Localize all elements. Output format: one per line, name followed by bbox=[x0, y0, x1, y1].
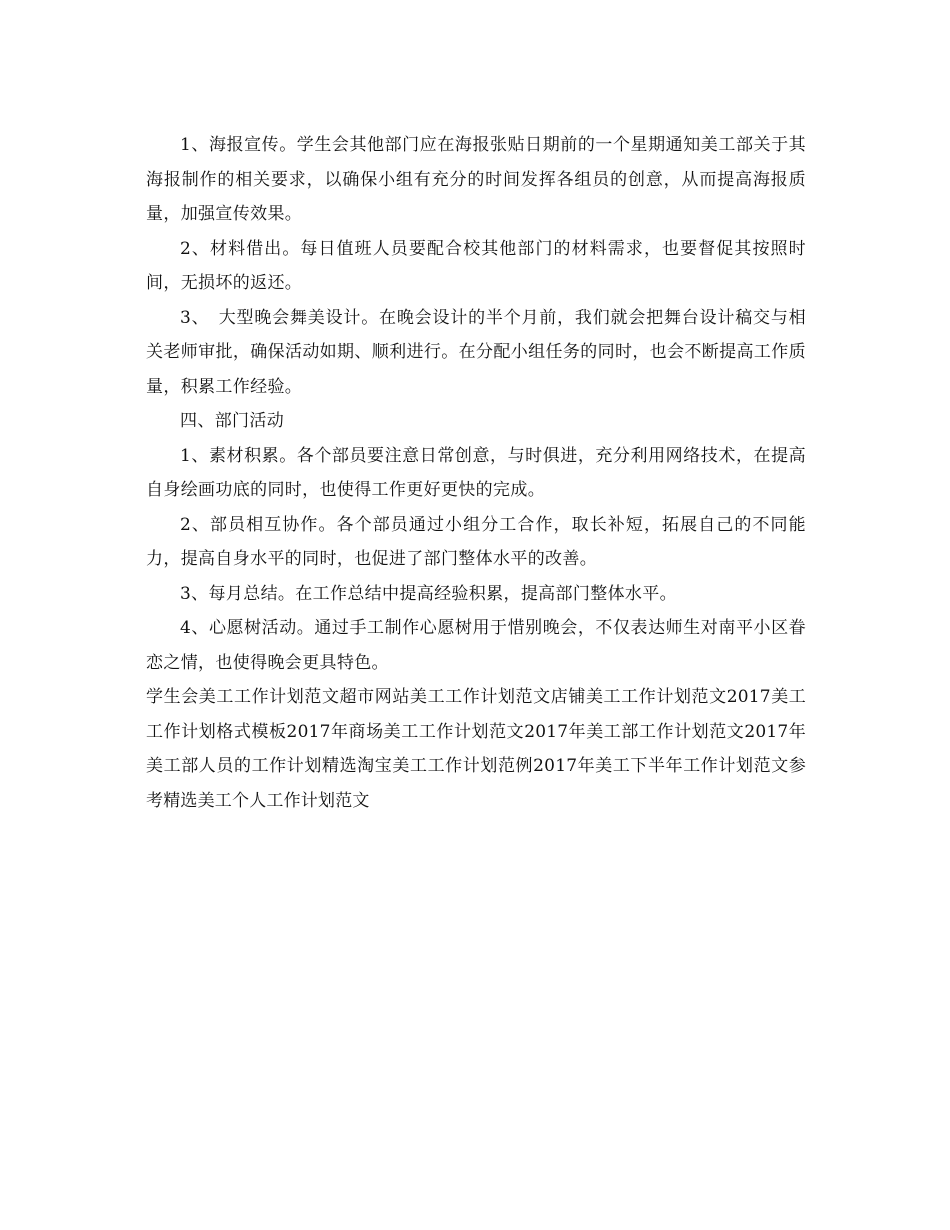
paragraph-wish-tree-activity: 4、心愿树活动。通过手工制作心愿树用于惜别晚会，不仅表达师生对南平小区眷恋之情，也使得晚会更具特色。 bbox=[146, 618, 806, 673]
paragraph-stage-design: 3、 大型晚会舞美设计。在晚会设计的半个月前，我们就会把舞台设计稿交与相关老师审批，确保活动如期、顺利进行。在分配小组任务的同时，也会不断提高工作质量，积累工作经验。 bbox=[146, 307, 806, 397]
document-body bbox=[146, 128, 806, 818]
paragraph-member-cooperation: 2、部员相互协作。各个部员通过小组分工合作，取长补短，拓展自己的不同能力，提高自身水平的同时，也促进了部门整体水平的改善。 bbox=[146, 514, 806, 569]
paragraph-material-accumulation: 1、素材积累。各个部员要注意日常创意，与时俱进，充分利用网络技术，在提高自身绘画功底的同时，也使得工作更好更快的完成。 bbox=[146, 445, 806, 500]
paragraph-material-lending: 2、材料借出。每日值班人员要配合校其他部门的材料需求，也要督促其按照时间，无损坏的返还。 bbox=[146, 238, 806, 293]
paragraph-monthly-summary: 3、每月总结。在工作总结中提高经验积累，提高部门整体水平。 bbox=[180, 583, 677, 604]
paragraph-poster-promotion: 1、海报宣传。学生会其他部门应在海报张贴日期前的一个星期通知美工部关于其海报制作的相关要求，以确保小组有充分的时间发挥各组员的创意，从而提高海报质量，加强宣传效果。 bbox=[146, 135, 806, 224]
related-articles-text: 学生会美工工作计划范文超市网站美工工作计划范文店铺美工工作计划范文2017美工工作计划格式模板2017年商场美工工作计划范文2017年美工部工作计划范文2017年美工部人员的工作计划精选淘宝美工工作计划范例2017年美工下半年工作计划范文参考精选美工个人工作计划范文 bbox=[146, 687, 806, 811]
section-heading-department-activities: 四、部门活动 bbox=[180, 411, 285, 431]
